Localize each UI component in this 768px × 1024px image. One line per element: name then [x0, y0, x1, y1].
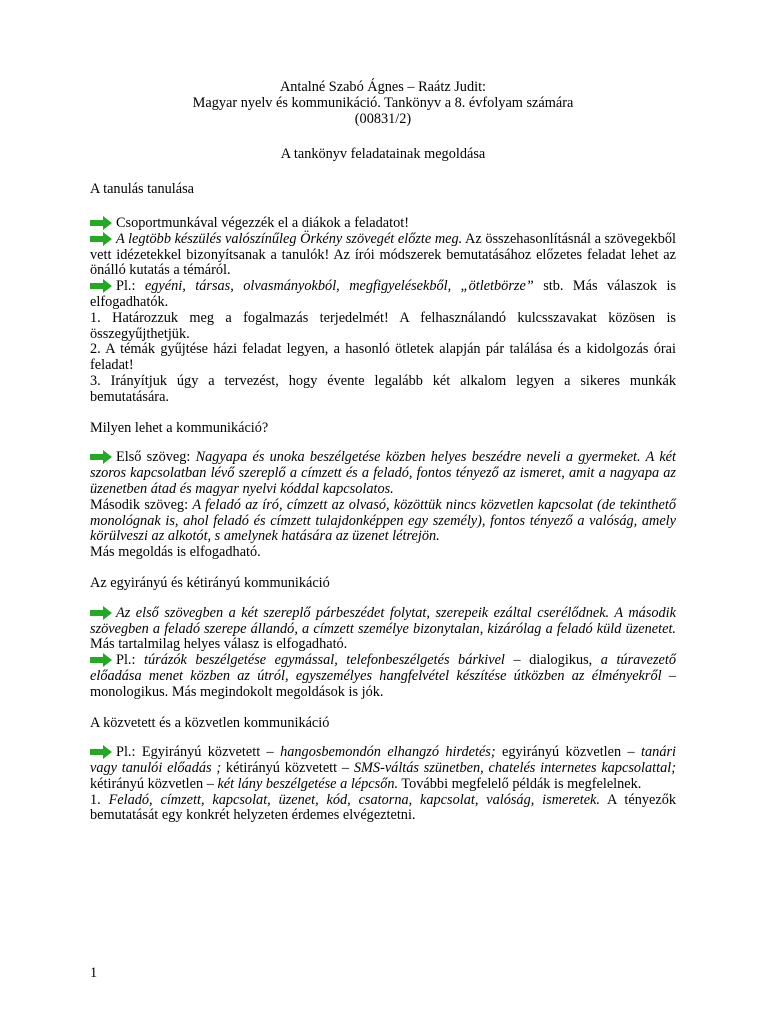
page-number: 1 — [90, 965, 98, 981]
paragraph: Pl.: egyéni, társas, olvasmányokból, megfigyelésekből, „ötletbörze” stb. Más válaszok is elfogadhatók. — [90, 278, 677, 310]
green-arrow-icon — [90, 216, 112, 230]
paragraph: Első szöveg: Nagyapa és unoka beszélgetése közben helyes beszédre neveli a gyermeket. A két szoros kapcsolatban lévő szereplő a címzett és a feladó, fontos tényező az ismeret, amit a nagyapa az üzenetben átad és magyar nyelvi kóddal kapcsolatos. — [90, 449, 676, 497]
section-heading-learning: A tanulás tanulása — [90, 181, 195, 198]
paragraph: Az első szövegben a két szereplő párbeszédet folytat, szerepeik ezáltal cserélődnek. A második szövegben a feladó szerepe állandó, a címzett személye bizonytalan, kizárólag a feladó küld üzenetet. Más tartalmilag helyes válasz is elfogadható. — [90, 604, 676, 653]
green-arrow-icon — [90, 232, 112, 246]
green-arrow-icon — [90, 745, 112, 759]
authors-line: Antalné Szabó Ágnes – Raátz Judit: — [279, 79, 487, 95]
paragraph: 1. Feladó, címzett, kapcsolat, üzenet, kód, csatorna, kapcsolat, valóság, ismeretek. A tényezők bemutatását egy konkrét helyzeten érdemes elvégeztetni. — [90, 791, 676, 824]
numbered-item-3: 3. Irányítjuk úgy a tervezést, hogy évente legalább két alkalom legyen a sikeres munkák bemutatására. — [90, 372, 676, 405]
green-arrow-icon — [90, 279, 112, 293]
numbered-item-1: 1. Határozzuk meg a fogalmazás terjedelmét! A felhasználandó kulcsszavakat közösen is összegyűjthetjük. — [90, 309, 676, 342]
document-title: A tankönyv feladatainak megoldása — [280, 146, 486, 163]
book-code-line: (00831/2) — [354, 110, 412, 127]
paragraph: A legtöbb készülés valószínűleg Örkény szövegét előzte meg. Az összehasonlításnál a szövegekből vett idézetekkel bizonyítsanak a tanulók! Az írói módszerek bemutatásához előzetes feladat lehet az önálló kutatás a témáról. — [90, 230, 676, 279]
green-arrow-icon — [90, 606, 112, 620]
paragraph: Csoportmunkával végezzék el a diákok a feladatot! — [90, 216, 676, 232]
green-arrow-icon — [90, 653, 112, 667]
paragraph: Más megoldás is elfogadható. — [90, 544, 261, 561]
paragraph: Pl.: Egyirányú közvetett – hangosbemondón elhangzó hirdetés; egyirányú közvetlen – tanári vagy tanulói előadás ; kétirányú közvetett – SMS-váltás szünetben, chatelés internetes kapcsolattal; kétirányú közvetlen – két lány beszélgetése a lépcsőn. További megfelelő példák is megfelelnek. — [90, 744, 677, 792]
green-arrow-icon — [90, 450, 112, 464]
document-header — [90, 80, 676, 127]
section-heading-communication: Milyen lehet a kommunikáció? — [90, 419, 269, 436]
paragraph: Második szöveg: A feladó az író, címzett az olvasó, közöttük nincs közvetlen kapcsolat (de tekinthető monológnak is, ahol feladó és címzett tulajdonképpen egy személy), fontos tényező a valóság, amely körülveszi az alkotót, s amelynek hatására az üzenet létrejön. — [90, 496, 676, 545]
book-title-line: Magyar nyelv és kommunikáció. Tankönyv a 8. évfolyam számára — [192, 94, 574, 111]
document-body — [90, 80, 676, 824]
section-heading-one-two-way: Az egyirányú és kétirányú kommunikáció — [90, 574, 330, 591]
numbered-item-2: 2. A témák gyűjtése házi feladat legyen, a hasonló ötletek alapján pár találása és a kidolgozás órai feladat! — [90, 341, 676, 374]
paragraph: Pl.: túrázók beszélgetése egymással, telefonbeszélgetés bárkivel – dialogikus, a túravezető előadása menet közben az útról, egyszemélyes hangfelvétel készítése útközben az élményekről – monologikus. Más megindokolt megoldások is jók. — [90, 652, 677, 700]
section-heading-direct-indirect: A közvetett és a közvetlen kommunikáció — [90, 714, 330, 731]
